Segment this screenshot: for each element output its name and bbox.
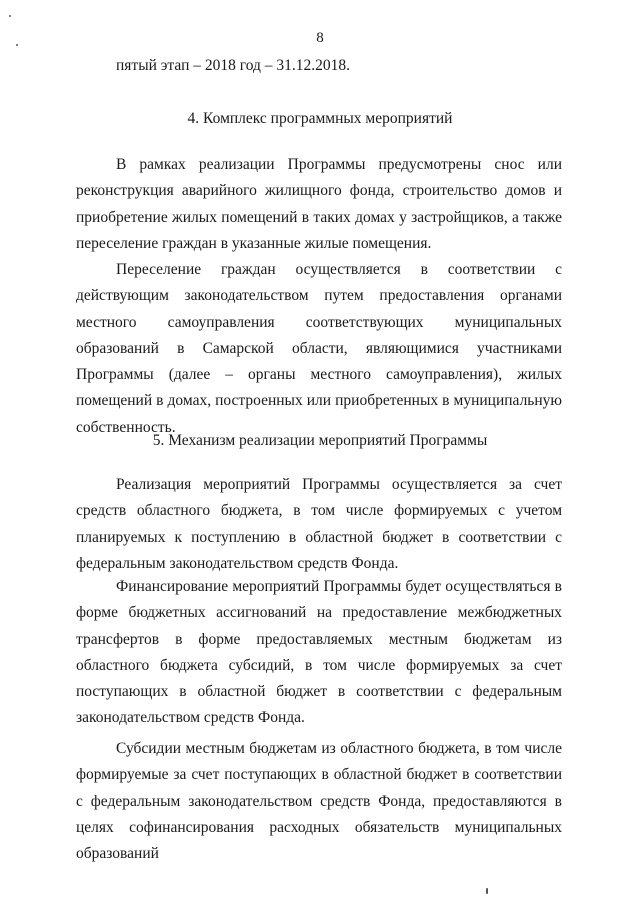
scan-speck [16, 44, 18, 46]
section-5-paragraph-2: Финансирование мероприятий Программы будет осуществляться в форме бюджетных ассигнований на предоставление межбюджетных трансфертов в форме предоставляемых местным бюджетам из областного бюджета субсидий, в том числе формируемых за счет поступающих в областной бюджет в соответствии с федеральным законодательством средств Фонда. [76, 578, 562, 727]
stage-line: пятый этап – 2018 год – 31.12.2018. [116, 57, 351, 74]
scan-speck [9, 15, 11, 17]
section-4-paragraph-1: В рамках реализации Программы предусмотрены снос или реконструкция аварийного жилищного фонда, строительство домов и приобретение жилых помещений в таких домах у застройщиков, а также переселение граждан в указанные жилые помещения. [76, 156, 562, 252]
section-4-heading: 4. Комплекс программных мероприятий [187, 110, 453, 127]
page-number: 8 [316, 30, 324, 46]
section-4-paragraph-2: Переселение граждан осуществляется в соответствии с действующим законодательством путем предоставления органами местного самоуправления соответствующих муниципальных образований в Самарской области, являющимися участниками Программы (далее – органы местного самоуправления), жилых помещений в домах, построенных или приобретенных в муниципальную собственность. [76, 261, 562, 436]
section-5-paragraph-3: Субсидии местным бюджетам из областного бюджета, в том числе формируемые за счет поступающих в областной бюджет в соответствии с федеральным законодательством средств Фонда, предоставляются в целях софинансирования расходных обязательств муниципальных образований [76, 740, 562, 863]
scan-speck [486, 888, 488, 894]
section-5-paragraph-1: Реализация мероприятий Программы осуществляется за счет средств областного бюджета, в том числе формируемых с учетом планируемых к поступлению в областной бюджет в соответствии с федеральным законодательством средств Фонда. [76, 476, 562, 572]
section-5-heading: 5. Механизм реализации мероприятий Программы [152, 432, 488, 449]
